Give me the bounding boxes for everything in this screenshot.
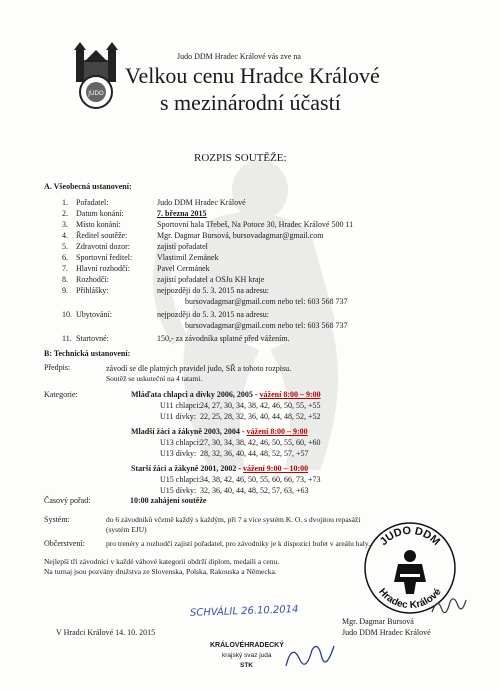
item-label: Přihlášky: <box>76 286 109 295</box>
item-value: 150,- za závodníka splatné před vážením. <box>157 334 290 343</box>
predpis-line1: závodí se dle platných pravidel judo, SŘ a tohoto rozpisu. <box>106 364 292 373</box>
system-line2: (systém EJU) <box>106 525 147 534</box>
system-label: Systém: <box>44 515 70 524</box>
item-number: 2. <box>62 209 68 218</box>
item-label: Místo konání: <box>76 220 121 229</box>
signature-mark-bottom <box>280 636 340 676</box>
item-value: zajistí pořadatel a OSJu KH kraje <box>157 275 265 284</box>
item-number: 8. <box>62 275 68 284</box>
item-value: nejpozději do 5. 3. 2015 na adresu: <box>157 286 269 295</box>
category-group-title <box>131 427 308 436</box>
weight-category-label: U11 chlapci: <box>160 401 201 410</box>
casovy-porad-value: 10:00 zahájení soutěže <box>130 496 207 505</box>
obcerstveni-label: Občerstvení: <box>44 539 85 548</box>
item-label: Ubytování: <box>76 310 112 319</box>
section-a-heading: A. Všeobecná ustanovení: <box>44 182 132 191</box>
hradec-kralove-crest-logo <box>70 42 122 110</box>
section-b-heading: B: Technická ustanovení: <box>44 349 131 358</box>
obcerstveni-value: pro trenéry a rozhodčí zajistí pořadatel, pro závodníky je k dispozici bufet v areálu haly. <box>106 539 370 548</box>
system-line1: do 6 závodníků včetně každý s každým, při 7 a více systém K. O. s dvojitou repasáží <box>106 515 361 524</box>
item-label: Ředitel soutěže: <box>76 231 128 240</box>
item-value: bursovadagmar@gmail.com nebo tel: 603 568 737 <box>185 321 348 330</box>
handwritten-approval-note: SCHVÁLIL 26.10.2014 <box>189 604 299 619</box>
item-label: Rozhodčí: <box>76 275 109 284</box>
weigh-in-time: vážení 8:00 – 9:00 <box>259 390 321 399</box>
signature-mark-right <box>428 592 468 620</box>
item-label: Zdravotní dozor: <box>76 242 130 251</box>
category-group-name: Mláďata chlapci a dívky 2006, 2005 - <box>131 390 260 399</box>
item-value: nejpozději do 5. 3. 2015 na adresu: <box>157 310 269 319</box>
category-group-name: Starší žáci a žákyně 2001, 2002 - <box>131 464 243 473</box>
note-invited-teams: Na turnaj jsou pozvány družstva ze Slovenska, Polska, Rakouska a Německa. <box>44 567 277 576</box>
item-label: Startovné: <box>76 334 109 343</box>
svg-text:JUDO: JUDO <box>88 90 104 97</box>
header-title-line1: Velkou cenu Hradce Králové <box>125 63 380 88</box>
stamp-top-text: JUDO DDM <box>377 524 443 549</box>
casovy-porad-label: Časový pořad: <box>44 496 91 505</box>
note-awards: Nejlepší tři závodníci v každé váhové kategorii obdrží diplom, medaili a cenu. <box>44 557 280 566</box>
weight-category-label: U15 chlapci: <box>160 475 202 484</box>
item-number: 6. <box>62 253 68 262</box>
judoka-icon <box>394 550 426 594</box>
item-value: Vlastimil Zemánek <box>157 253 219 262</box>
weight-category-label: U11 dívky: <box>160 412 196 421</box>
header-intro: Judo DDM Hradec Králové vás zve na <box>177 52 301 61</box>
weight-category-values: 32, 36, 40, 44, 48, 52, 57, 63, +63 <box>200 486 309 495</box>
item-number: 3. <box>62 220 68 229</box>
regional-stamp-line2: krajský svaz juda <box>222 652 272 659</box>
item-number: 4. <box>62 231 68 240</box>
item-number: 1. <box>62 198 68 207</box>
weight-category-label: U13 dívky: <box>160 449 197 458</box>
weight-category-values: 28, 32, 36, 40, 44, 48, 52, 57, +57 <box>200 449 309 458</box>
weight-category-label: U15 dívky: <box>160 486 197 495</box>
regional-stamp-line1: KRÁLOVÉHRADECKÝ <box>210 642 284 649</box>
item-number: 5. <box>62 242 68 251</box>
weight-category-label: U13 chlapci: <box>160 438 202 447</box>
weight-category-values: 27, 30, 34, 38, 42, 46, 50, 55, 60, +60 <box>200 438 321 447</box>
header-title-line2: s mezinárodní účastí <box>160 90 341 115</box>
item-label: Datum konání: <box>76 209 124 218</box>
predpis-line2: Soutěž se uskuteční na 4 tatami. <box>106 374 203 383</box>
weight-category-values: 22, 25, 28, 32, 36, 40, 44, 48, 52, +52 <box>200 412 321 421</box>
place-and-date: V Hradci Králové 14. 10. 2015 <box>56 628 156 637</box>
stamp-bottom-text: Hradec Králové <box>376 586 444 612</box>
item-label: Pořadatel: <box>76 198 109 207</box>
item-label: Sportovní ředitel: <box>76 253 133 262</box>
item-number: 7. <box>62 264 68 273</box>
item-value: 7. března 2015 <box>157 209 207 218</box>
item-number: 9. <box>62 286 68 295</box>
item-value: Pavel Cermánek <box>157 264 210 273</box>
regional-stamp-line3: STK <box>240 662 253 669</box>
item-number: 10. <box>62 310 72 319</box>
weight-category-values: 34, 38, 42, 46, 50, 55, 60, 66, 73, +73 <box>200 475 321 484</box>
weigh-in-time: vážení 8:00 – 9:00 <box>246 427 308 436</box>
document-title: ROZPIS SOUTĚŽE: <box>194 152 287 164</box>
item-label: Hlavní rozhodčí: <box>76 264 130 273</box>
weigh-in-time: vážení 9:00 – 10:00 <box>243 464 309 473</box>
kategorie-label: Kategorie: <box>44 390 78 399</box>
item-value: zajistí pořadatel <box>157 242 208 251</box>
signer-name: Mgr. Dagmar Bursová <box>342 617 414 626</box>
item-number: 11. <box>62 334 72 343</box>
item-value: Sportovní hala Třebeš, Na Potoce 30, Hradec Králové 500 11 <box>157 220 354 229</box>
category-group-name: Mladší žáci a žákyně 2003, 2004 - <box>131 427 247 436</box>
weight-category-values: 24, 27, 30, 34, 38, 42, 46, 50, 55, +55 <box>200 401 321 410</box>
item-value: Mgr. Dagmar Bursová, bursovadagmar@gmail.com <box>157 231 324 240</box>
item-value: Judo DDM Hradec Králové <box>157 198 246 207</box>
item-value: bursovadagmar@gmail.com nebo tel: 603 568 737 <box>185 297 348 306</box>
predpis-label: Předpis: <box>44 363 71 372</box>
category-group-title <box>131 390 321 399</box>
signer-organization: Judo DDM Hradec Králové <box>342 628 431 637</box>
category-group-title <box>131 464 308 473</box>
